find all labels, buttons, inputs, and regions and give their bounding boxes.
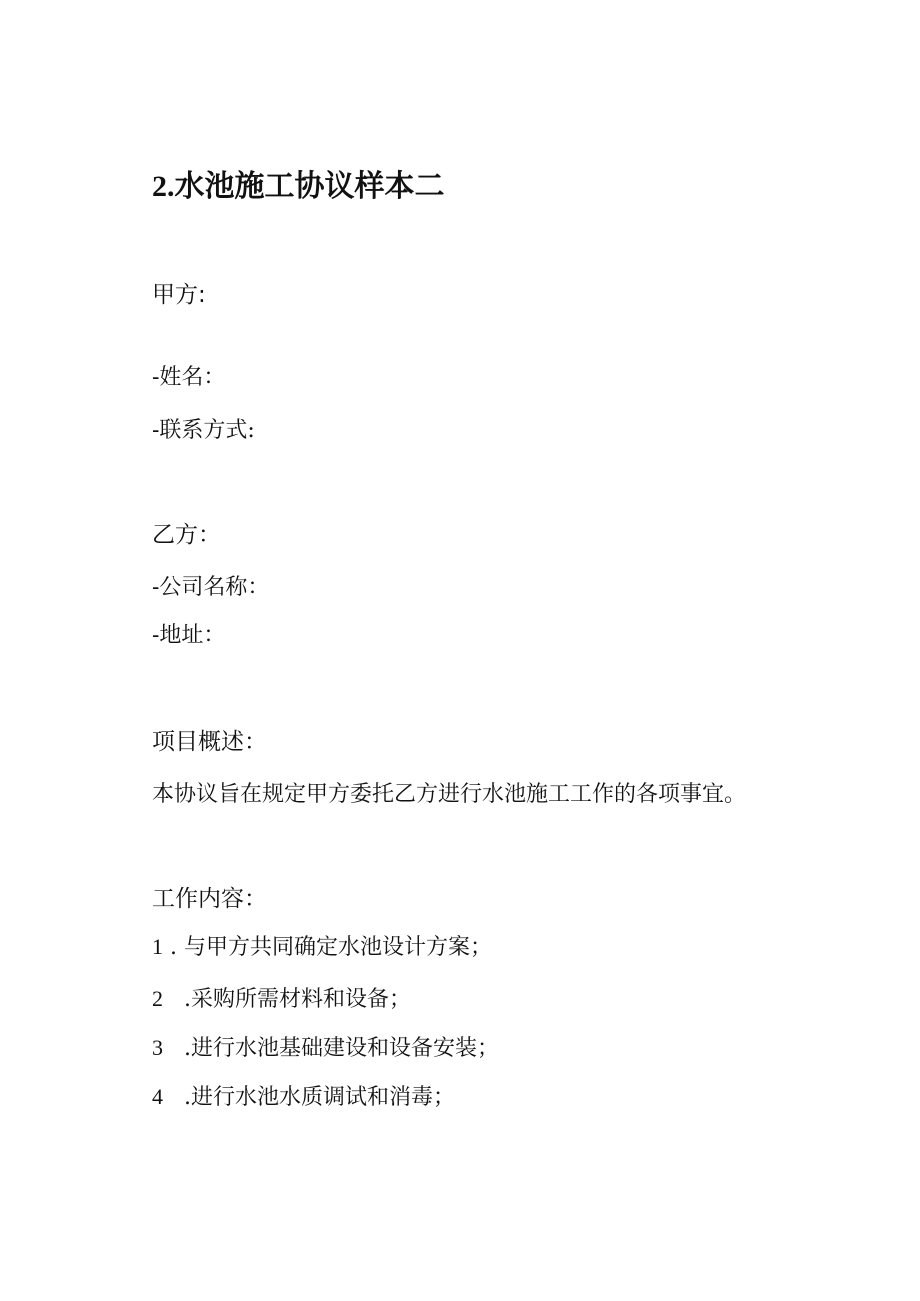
work-item [152, 988, 411, 1011]
work-item-number: 1 [152, 934, 163, 959]
overview-text: 本协议旨在规定甲方委托乙方进行水池施工工作的各项事宜。 [152, 782, 747, 807]
work-item-number: 4 [152, 1084, 163, 1109]
party-b-heading: 乙方： [152, 522, 221, 548]
work-item-text: .进行水池水质调试和消毒； [184, 1085, 455, 1110]
work-item-text: . 与甲方共同确定水池设计方案； [170, 935, 492, 960]
work-item-text: .采购所需材料和设备； [184, 987, 411, 1012]
overview-heading: 项目概述： [152, 729, 267, 755]
party-a-heading: 甲方: [152, 282, 206, 308]
party-a-contact-field: -联系方式: [152, 418, 255, 443]
work-item [152, 936, 492, 959]
title-number: 2. [152, 170, 175, 203]
document-title [152, 169, 445, 204]
work-item-number: 2 [152, 986, 163, 1011]
work-heading: 工作内容： [152, 886, 267, 912]
party-b-address-field: -地址： [152, 623, 226, 648]
party-b-company-field: -公司名称： [152, 575, 270, 600]
title-text: 水池施工协议样本二 [174, 169, 445, 204]
work-item-number: 3 [152, 1035, 163, 1060]
work-item-text: .进行水池基础建设和设备安装； [184, 1036, 499, 1061]
work-item [152, 1086, 455, 1109]
party-a-name-field: -姓名： [152, 365, 226, 390]
work-item [152, 1037, 499, 1060]
